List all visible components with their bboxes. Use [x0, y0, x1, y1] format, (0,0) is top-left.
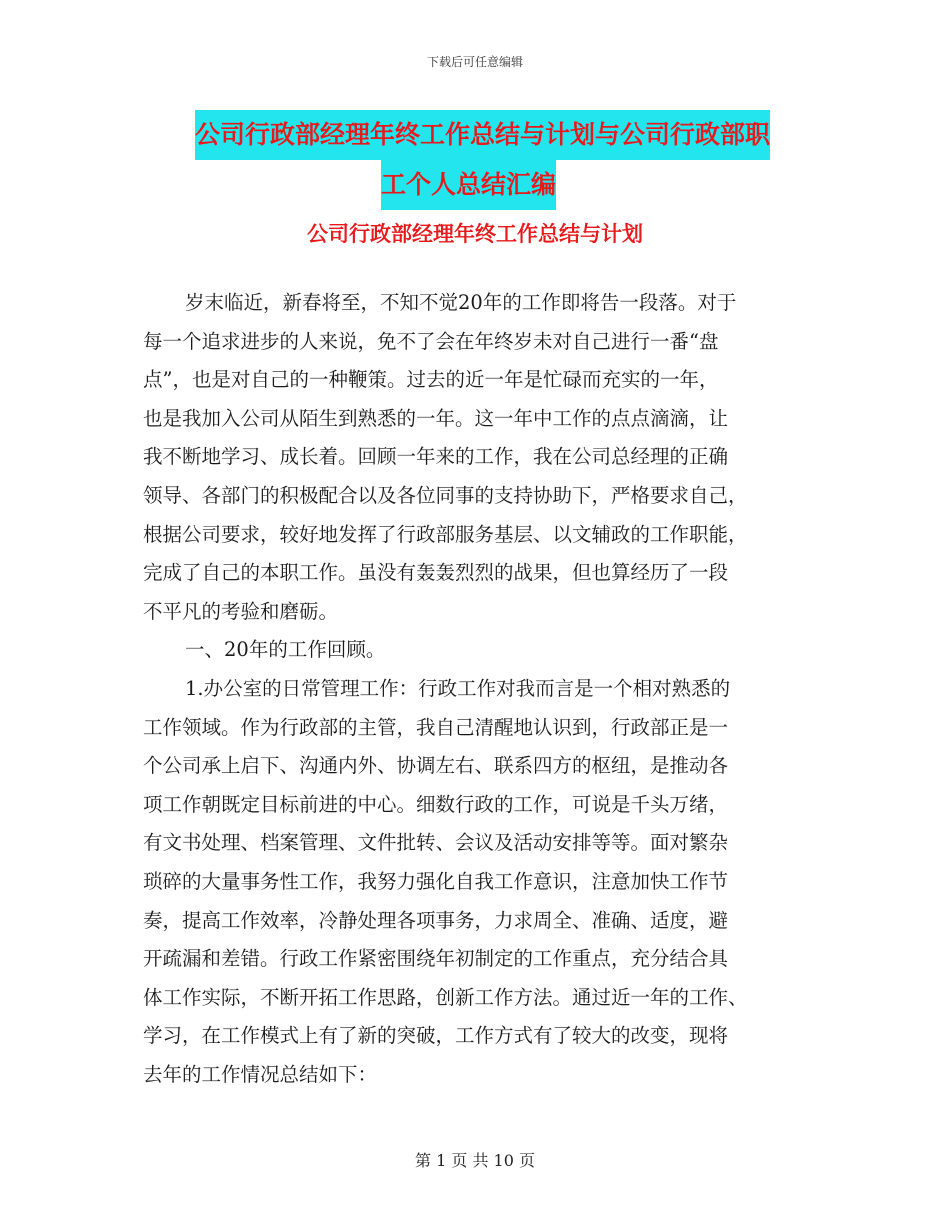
paragraph-line: 奏，提高工作效率，冷静处理各项事务，力求周全、准确、适度，避 — [143, 908, 729, 932]
paragraph-line: 个公司承上启下、沟通内外、协调左右、联系四方的枢纽，是推动各 — [143, 754, 729, 778]
paragraph-line: 去年的工作情况总结如下： — [143, 1062, 378, 1086]
section-title: 公司行政部经理年终工作总结与计划 — [307, 222, 643, 246]
paragraph-line: 也是我加入公司从陌生到熟悉的一年。这一年中工作的点点滴滴，让 — [143, 406, 729, 430]
paragraph-line: 体工作实际，不断开拓工作思路，创新工作方法。通过近一年的工作、 — [143, 985, 748, 1009]
paragraph-line: 每一个追求进步的人来说，免不了会在年终岁未对自己进行一番“盘 — [143, 329, 719, 353]
title-line-2: 工个人总结汇编 — [381, 160, 556, 210]
paragraph-line: 根据公司要求，较好地发挥了行政部服务基层、以文辅政的工作职能， — [143, 522, 748, 546]
paragraph-line: 有文书处理、档案管理、文件批转、会议及活动安排等等。面对繁杂 — [143, 831, 729, 855]
paragraph-line: 1.办公室的日常管理工作：行政工作对我而言是一个相对熟悉的 — [185, 676, 731, 700]
body-text — [143, 284, 803, 1094]
paragraph-line: 项工作朝既定目标前进的中心。细数行政的工作，可说是千头万绪， — [143, 792, 729, 816]
paragraph-line: 岁末临近，新春将至，不知不觉20年的工作即将告一段落。对于 — [185, 291, 737, 314]
paragraph-line: 点”，也是对自己的一种鞭策。过去的近一年是忙碌而充实的一年， — [143, 368, 719, 392]
paragraph-line: 我不断地学习、成长着。回顾一年来的工作，我在公司总经理的正确 — [143, 445, 729, 469]
paragraph-line: 领导、各部门的积极配合以及各位同事的支持协助下，严格要求自己， — [143, 483, 748, 507]
paragraph-line: 开疏漏和差错。行政工作紧密围绕年初制定的工作重点，充分结合具 — [143, 947, 729, 971]
header-note: 下载后可任意编辑 — [426, 55, 523, 69]
paragraph-line: 完成了自己的本职工作。虽没有轰轰烈烈的战果，但也算经历了一段 — [143, 561, 729, 585]
section-heading-line: 一、20年的工作回顾。 — [185, 638, 386, 662]
paragraph-line: 不平凡的考验和磨砺。 — [143, 599, 339, 623]
title-line-1: 公司行政部经理年终工作总结与计划与公司行政部职 — [195, 110, 770, 160]
paragraph-line: 琐碎的大量事务性工作，我努力强化自我工作意识，注意加快工作节 — [143, 869, 729, 893]
paragraph-line: 工作领域。作为行政部的主管，我自己清醒地认识到，行政部正是一 — [143, 715, 729, 739]
paragraph-line: 学习，在工作模式上有了新的突破，工作方式有了较大的改变，现将 — [143, 1024, 729, 1048]
page-footer: 第 1 页 共 10 页 — [415, 1151, 535, 1170]
